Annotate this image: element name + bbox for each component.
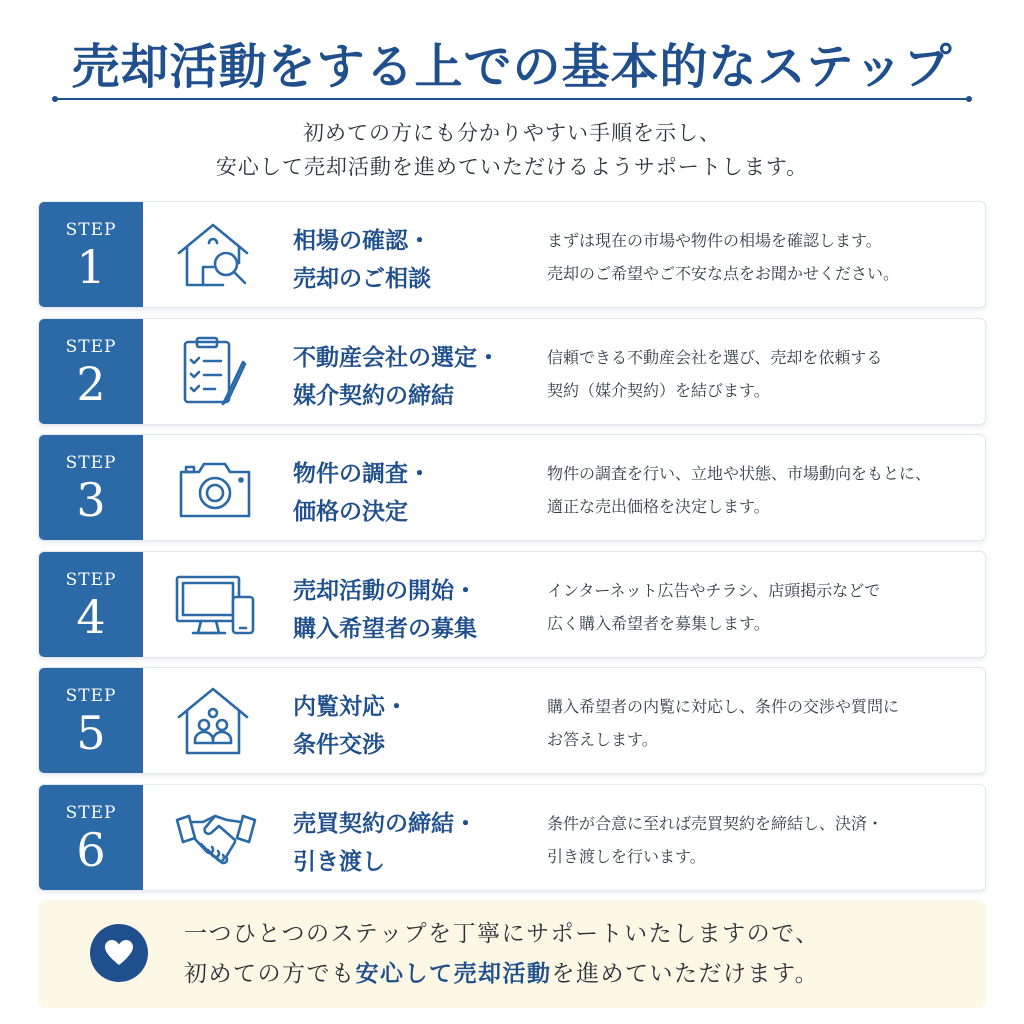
step-label: STEP bbox=[65, 336, 117, 357]
step-title-line: 相場の確認・ bbox=[293, 228, 431, 254]
step-label: STEP bbox=[65, 220, 117, 240]
camera-icon bbox=[173, 452, 259, 524]
step-title-line: 引き渡し bbox=[293, 848, 385, 875]
step-desc-line: お答えします。 bbox=[547, 730, 658, 750]
step-title-line: 内覧対応・ bbox=[293, 694, 408, 721]
step-badge-3 bbox=[39, 435, 143, 540]
step-desc-line: 適正な売出価格を決定します。 bbox=[547, 497, 770, 517]
footer-line-1: 一つひとつのステップを丁寧にサポートいたしますので、 bbox=[184, 921, 820, 947]
step-desc-line: 広く購入希望者を募集します。 bbox=[547, 613, 770, 633]
step-badge-5 bbox=[39, 668, 143, 773]
step-title-1 bbox=[293, 222, 543, 298]
handshake-icon bbox=[173, 802, 259, 874]
step-title-line: 価格の決定 bbox=[293, 499, 408, 526]
step-desc-line: インターネット広告やチラシ、店頭掲示などで bbox=[547, 580, 881, 600]
page-title: 売却活動をする上での基本的なステップ bbox=[71, 39, 953, 95]
step-number: 5 bbox=[76, 706, 106, 761]
step-title-line: 購入希望者の募集 bbox=[293, 615, 477, 642]
clipboard-checklist-icon bbox=[173, 336, 259, 408]
step-title-5 bbox=[293, 688, 543, 764]
step-description-2 bbox=[547, 341, 979, 407]
step-number: 3 bbox=[76, 473, 106, 528]
step-badge-4 bbox=[39, 552, 143, 657]
step-desc-line: 引き渡しを行います。 bbox=[547, 846, 706, 866]
step-number: 6 bbox=[76, 822, 106, 877]
step-card-6 bbox=[38, 784, 986, 891]
house-people-icon bbox=[173, 685, 259, 757]
house-magnifier-icon bbox=[173, 219, 259, 291]
step-description-6 bbox=[547, 807, 979, 873]
step-label: STEP bbox=[65, 453, 117, 474]
step-badge-2 bbox=[39, 319, 143, 424]
step-label: STEP bbox=[65, 569, 117, 590]
step-title-line: 不動産会社の選定・ bbox=[293, 344, 500, 371]
step-card-3 bbox=[38, 434, 986, 541]
step-title-line: 売買契約の締結・ bbox=[293, 810, 477, 837]
step-title-2 bbox=[293, 339, 543, 415]
footer-text-segment: を進めていただけます。 bbox=[551, 961, 820, 987]
step-title-6 bbox=[293, 805, 543, 881]
footer-text-segment: 初めての方でも bbox=[184, 961, 356, 987]
step-number: 4 bbox=[76, 589, 106, 644]
footer-highlight: 安心して売却活動 bbox=[355, 961, 552, 987]
heart-icon bbox=[90, 924, 148, 982]
footer-text bbox=[184, 914, 820, 994]
step-desc-line: 契約（媒介契約）を結びます。 bbox=[547, 380, 770, 400]
step-title-4 bbox=[293, 572, 543, 648]
footer-line-2 bbox=[184, 954, 820, 994]
step-description-5 bbox=[547, 690, 979, 756]
step-title-line: 媒介契約の締結 bbox=[293, 382, 454, 409]
step-number: 1 bbox=[76, 240, 106, 294]
step-card-2 bbox=[38, 318, 986, 425]
step-desc-line: まずは現在の市場や物件の相場を確認します。 bbox=[547, 231, 882, 250]
step-description-4 bbox=[547, 574, 979, 640]
step-title-line: 売却活動の開始・ bbox=[293, 577, 477, 604]
step-description-3 bbox=[547, 457, 979, 523]
step-card-1 bbox=[38, 201, 986, 308]
subtitle-line-2: 安心して売却活動を進めていただけるようサポートします。 bbox=[215, 155, 809, 179]
subtitle-line-1: 初めての方にも分かりやすい手順を示し、 bbox=[303, 121, 721, 145]
step-label: STEP bbox=[65, 802, 117, 823]
step-description-1 bbox=[547, 224, 979, 290]
step-desc-line: 条件が合意に至れば売買契約を締結し、決済・ bbox=[547, 813, 884, 833]
step-desc-line: 購入希望者の内覧に対応し、条件の交渉や質問に bbox=[547, 697, 900, 717]
step-title-3 bbox=[293, 455, 543, 531]
step-label: STEP bbox=[65, 686, 117, 707]
step-desc-line: 物件の調査を行い、立地や状態、市場動向をもとに、 bbox=[547, 464, 932, 484]
step-badge-6 bbox=[39, 785, 143, 890]
step-badge-1 bbox=[39, 202, 143, 307]
footer-message-box bbox=[38, 900, 986, 1008]
step-title-line: 売却のご相談 bbox=[293, 266, 431, 292]
step-card-4 bbox=[38, 551, 986, 658]
monitor-tablet-icon bbox=[173, 569, 259, 641]
page-subtitle bbox=[0, 116, 1024, 184]
title-divider bbox=[52, 96, 972, 102]
step-card-5 bbox=[38, 667, 986, 774]
step-title-line: 物件の調査・ bbox=[293, 461, 431, 488]
steps-list bbox=[38, 201, 986, 901]
step-desc-line: 売却のご希望やご不安な点をお聞かせください。 bbox=[547, 264, 900, 283]
step-number: 2 bbox=[76, 356, 106, 411]
step-title-line: 条件交渉 bbox=[293, 732, 385, 759]
step-desc-line: 信頼できる不動産会社を選び、売却を依頼する bbox=[547, 347, 883, 367]
